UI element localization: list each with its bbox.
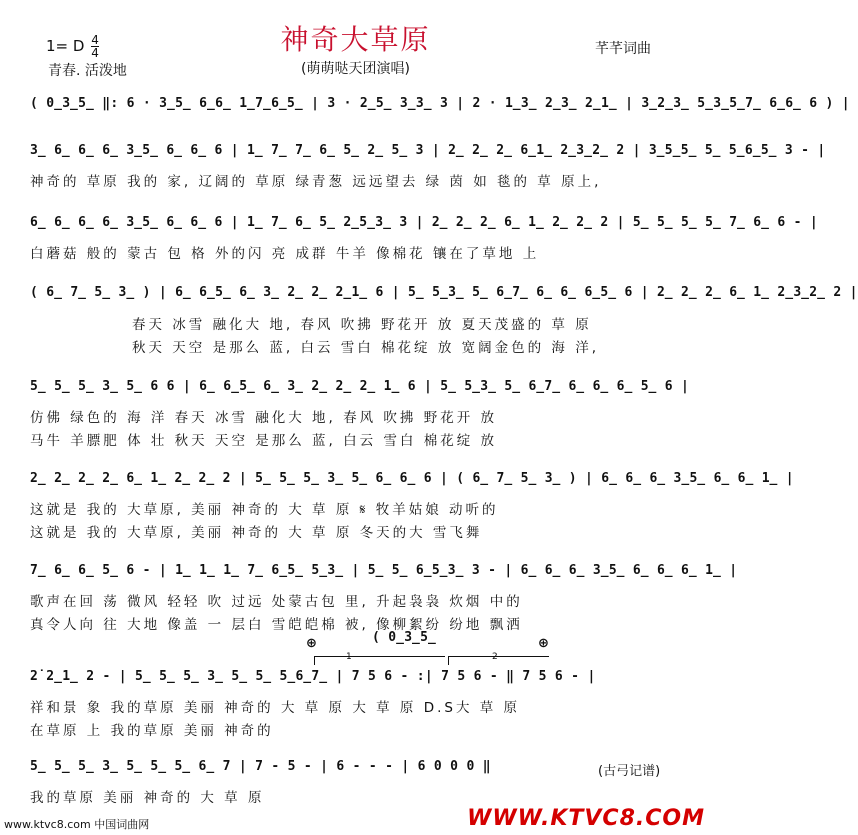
- score-row-2-notes: 3̲ 6̲ 6̲ 6̲ 3̲5̲ 6̲ 6̲ 6 | 1̲ 7̲ 7̲ 6̲ 5̲ 2̲ 5̲ 3 | 2̲ 2̲ 2̲ 6̲1̲ 2̲3̲2̲ 2 | 3̲5̲5̲ 5̲ 5̲6̲5̲ 3 - |: [30, 143, 826, 158]
- score-row-6-lyric-2: 这就是 我的 大草原, 美丽 神奇的 大 草 原 冬天的大 雪飞舞: [30, 525, 483, 541]
- score-row-6-lyric-1: 这就是 我的 大草原, 美丽 神奇的 大 草 原 𝄋 牧羊姑娘 动听的: [30, 502, 499, 518]
- score-row-8-lyric-1: 祥和景 象 我的草原 美丽 神奇的 大 草 原 大 草 原 D.S大 草 原: [30, 700, 521, 716]
- score-row-5-notes: 5̲ 5̲ 5̲ 3̲ 5̲ 6 6 | 6̲ 6̲5̲ 6̲ 3̲ 2̲ 2̲ 2̲ 1̲ 6 | 5̲ 5̲3̲ 5̲ 6̲7̲ 6̲ 6̲ 6̲ 5̲ 6 |: [30, 379, 690, 394]
- volta-2-bracket: [448, 656, 549, 665]
- score-row-2-lyric: 神奇的 草原 我的 家, 辽阔的 草原 绿青葱 远远望去 绿 茵 如 毯的 草 原上,: [30, 174, 602, 190]
- author-credit: 芊芊词曲: [595, 41, 651, 57]
- score-row-6-notes: 2̲ 2̲ 2̲ 2̲ 6̲ 1̲ 2̲ 2̲ 2 | 5̲ 5̲ 5̲ 3̲ 5̲ 6̲ 6̲ 6 | ( 6̲ 7̲ 5̲ 3̲ ) | 6̲ 6̲ 6̲ 3̲5̲ 6̲ 6̲ 1̲ |: [30, 471, 794, 486]
- coda-pickup-notes: ( 0̲3̲5̲: [372, 630, 437, 645]
- time-top: 4: [91, 33, 99, 47]
- transcriber-credit: (古弓记谱): [598, 764, 661, 779]
- score-row-8-notes: 2̇ 2̲1̲ 2 - | 5̲ 5̲ 5̲ 3̲ 5̲ 5̲ 5̲6̲7̲ | 7 5 6 - :| 7 5 6 - ‖ 7 5 6 - |: [30, 669, 596, 684]
- volta-1-number: 1: [346, 652, 352, 662]
- score-row-3-notes: 6̲ 6̲ 6̲ 6̲ 3̲5̲ 6̲ 6̲ 6 | 1̲ 7̲ 6̲ 5̲ 2̲5̲3̲ 3 | 2̲ 2̲ 2̲ 6̲ 1̲ 2̲ 2̲ 2 | 5̲ 5̲ 5̲ 5̲ 7̲ 6̲ 6 - |: [30, 215, 819, 230]
- score-row-4-notes: ( 6̲ 7̲ 5̲ 3̲ ) | 6̲ 6̲5̲ 6̲ 3̲ 2̲ 2̲ 2̲1̲ 6 | 5̲ 5̲3̲ 5̲ 6̲7̲ 6̲ 6̲ 6̲5̲ 6 | 2̲ 2̲ 2̲ 6̲ 1̲ 2̲3̲2̲ 2 |: [30, 285, 858, 300]
- footer-brand-logo: WWW.KTVC8.COM: [467, 806, 705, 831]
- score-row-4-lyric-1: 春天 冰雪 融化大 地, 春风 吹拂 野花开 放 夏天茂盛的 草 原: [132, 317, 592, 333]
- score-row-1-notes: ( 0̲3̲5̲ ‖: 6 · 3̲5̲ 6̲6̲ 1̲7̲6̲5̲ | 3 · 2̲5̲ 3̲3̲ 3 | 2 · 1̲3̲ 2̲3̲ 2̲1̲ | 3̲2̲3̲ 5̲3̲5̲7̲ 6̲6̲ 6 ) |: [30, 96, 850, 111]
- score-row-3-lyric: 白蘑菇 般的 蒙古 包 格 外的闪 亮 成群 牛羊 像棉花 镶在了草地 上: [30, 246, 540, 262]
- key-signature: [46, 34, 99, 59]
- score-row-5-lyric-1: 仿佛 绿色的 海 洋 春天 冰雪 融化大 地, 春风 吹拂 野花开 放: [30, 410, 497, 426]
- volta-1-bracket: [314, 656, 445, 665]
- score-row-7-notes: 7̲ 6̲ 6̲ 5̲ 6 - | 1̲ 1̲ 1̲ 7̲ 6̲5̲ 5̲3̲ | 5̲ 5̲ 6̲5̲3̲ 3 - | 6̲ 6̲ 6̲ 3̲5̲ 6̲ 6̲ 6̲ 1̲ |: [30, 563, 738, 578]
- score-row-7-lyric-2: 真令人向 往 大地 像盖 一 层白 雪皑皑棉 被, 像柳絮纷 纷地 飘洒: [30, 617, 523, 633]
- time-signature: [91, 34, 99, 59]
- score-row-7-lyric-1: 歌声在回 荡 微风 轻轻 吹 过远 处蒙古包 里, 升起袅袅 炊烟 中的: [30, 594, 523, 610]
- performer-subtitle: (萌萌哒天团演唱): [301, 61, 410, 77]
- tempo-mood: 青春. 活泼地: [48, 63, 127, 79]
- key-label: 1= D: [46, 37, 85, 55]
- score-row-8-lyric-2: 在草原 上 我的草原 美丽 神奇的: [30, 723, 274, 739]
- score-row-4-lyric-2: 秋天 天空 是那么 蓝, 白云 雪白 棉花绽 放 宽阔金色的 海 洋,: [132, 340, 599, 356]
- song-title: 神奇大草原: [280, 23, 431, 56]
- time-bottom: 4: [91, 46, 99, 60]
- footer-site-text[interactable]: www.ktvc8.com 中国词曲网: [4, 818, 150, 831]
- score-row-9-lyric: 我的草原 美丽 神奇的 大 草 原: [30, 790, 265, 806]
- coda-sign-1: ⊕: [306, 636, 317, 651]
- score-row-9-notes: 5̲ 5̲ 5̲ 3̲ 5̲ 5̲ 5̲ 6̲ 7 | 7 - 5 - | 6 - - - | 6 0 0 0 ‖: [30, 759, 491, 774]
- coda-sign-2: ⊕: [538, 636, 549, 651]
- volta-2-number: 2: [492, 652, 498, 662]
- score-row-5-lyric-2: 马牛 羊膘肥 体 壮 秋天 天空 是那么 蓝, 白云 雪白 棉花绽 放: [30, 433, 497, 449]
